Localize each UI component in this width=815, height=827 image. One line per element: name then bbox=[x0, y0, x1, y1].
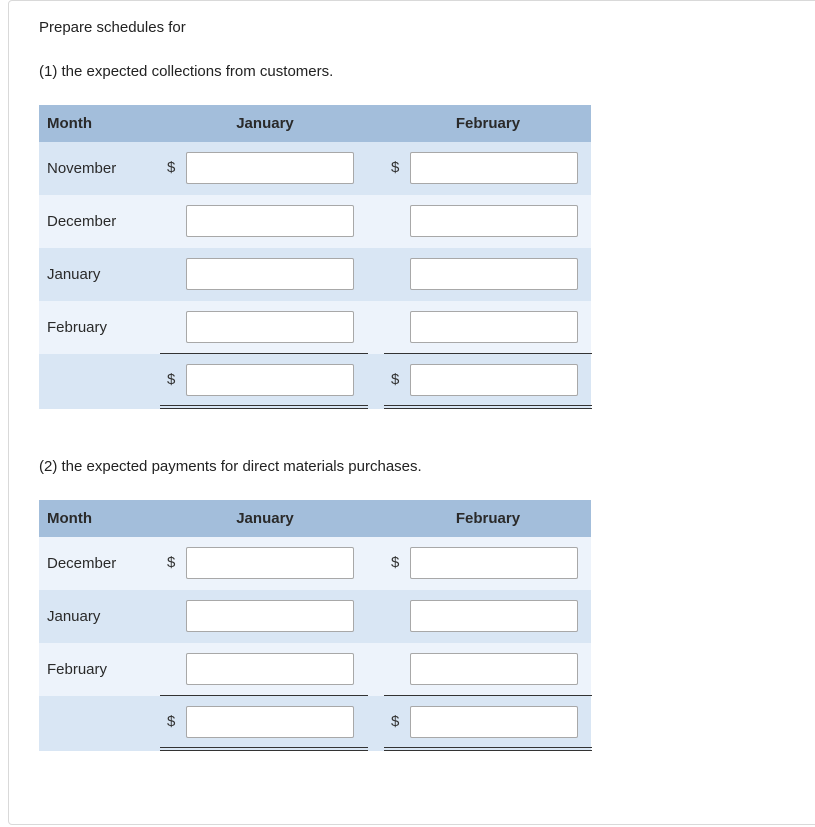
header-january: January bbox=[236, 115, 294, 132]
table-row-february bbox=[39, 643, 591, 696]
table-header bbox=[39, 105, 591, 142]
table-row-january bbox=[39, 248, 591, 301]
february-january-input[interactable] bbox=[186, 653, 354, 685]
total-double-line bbox=[160, 405, 368, 409]
january-february-input[interactable] bbox=[410, 600, 578, 632]
february-january-input[interactable] bbox=[186, 311, 354, 343]
subtotal-line bbox=[160, 353, 368, 354]
part1-title: (1) the expected collections from customers. bbox=[39, 63, 334, 80]
november-january-input[interactable] bbox=[186, 152, 354, 184]
table-header bbox=[39, 500, 591, 537]
total-double-line bbox=[160, 747, 368, 751]
december-january-input[interactable] bbox=[186, 205, 354, 237]
header-february: February bbox=[455, 115, 521, 132]
total-february-input[interactable] bbox=[410, 706, 578, 738]
january-january-input[interactable] bbox=[186, 600, 354, 632]
dollar-sign: $ bbox=[391, 713, 400, 730]
instructions: Prepare schedules for bbox=[39, 19, 186, 36]
december-january-input[interactable] bbox=[186, 547, 354, 579]
december-february-input[interactable] bbox=[410, 547, 578, 579]
february-february-input[interactable] bbox=[410, 311, 578, 343]
total-february-input[interactable] bbox=[410, 364, 578, 396]
total-january-input[interactable] bbox=[186, 706, 354, 738]
payments-table bbox=[39, 500, 591, 751]
table-row-total bbox=[39, 354, 591, 409]
collections-table bbox=[39, 105, 591, 409]
table-row-november bbox=[39, 142, 591, 195]
january-february-input[interactable] bbox=[410, 258, 578, 290]
dollar-sign: $ bbox=[391, 159, 400, 176]
row-label: December bbox=[47, 555, 117, 572]
row-label: November bbox=[47, 160, 117, 177]
table-row-december bbox=[39, 537, 591, 590]
header-january: January bbox=[236, 510, 294, 527]
total-double-line bbox=[384, 405, 592, 409]
row-label: December bbox=[47, 213, 117, 230]
november-february-input[interactable] bbox=[410, 152, 578, 184]
table-row-february bbox=[39, 301, 591, 354]
table-row-total bbox=[39, 696, 591, 751]
december-february-input[interactable] bbox=[410, 205, 578, 237]
subtotal-line bbox=[160, 695, 368, 696]
table-row-december bbox=[39, 195, 591, 248]
header-month: Month bbox=[47, 115, 92, 132]
row-label: February bbox=[47, 661, 108, 678]
dollar-sign: $ bbox=[167, 159, 176, 176]
dollar-sign: $ bbox=[167, 371, 176, 388]
header-month: Month bbox=[47, 510, 92, 527]
dollar-sign: $ bbox=[167, 713, 176, 730]
part2-title: (2) the expected payments for direct materials purchases. bbox=[39, 458, 422, 475]
table-row-january bbox=[39, 590, 591, 643]
subtotal-line bbox=[384, 353, 592, 354]
february-february-input[interactable] bbox=[410, 653, 578, 685]
dollar-sign: $ bbox=[391, 371, 400, 388]
row-label: January bbox=[47, 608, 101, 625]
row-label: January bbox=[47, 266, 101, 283]
total-double-line bbox=[384, 747, 592, 751]
dollar-sign: $ bbox=[167, 554, 176, 571]
january-january-input[interactable] bbox=[186, 258, 354, 290]
total-january-input[interactable] bbox=[186, 364, 354, 396]
header-february: February bbox=[455, 510, 521, 527]
dollar-sign: $ bbox=[391, 554, 400, 571]
subtotal-line bbox=[384, 695, 592, 696]
row-label: February bbox=[47, 319, 108, 336]
